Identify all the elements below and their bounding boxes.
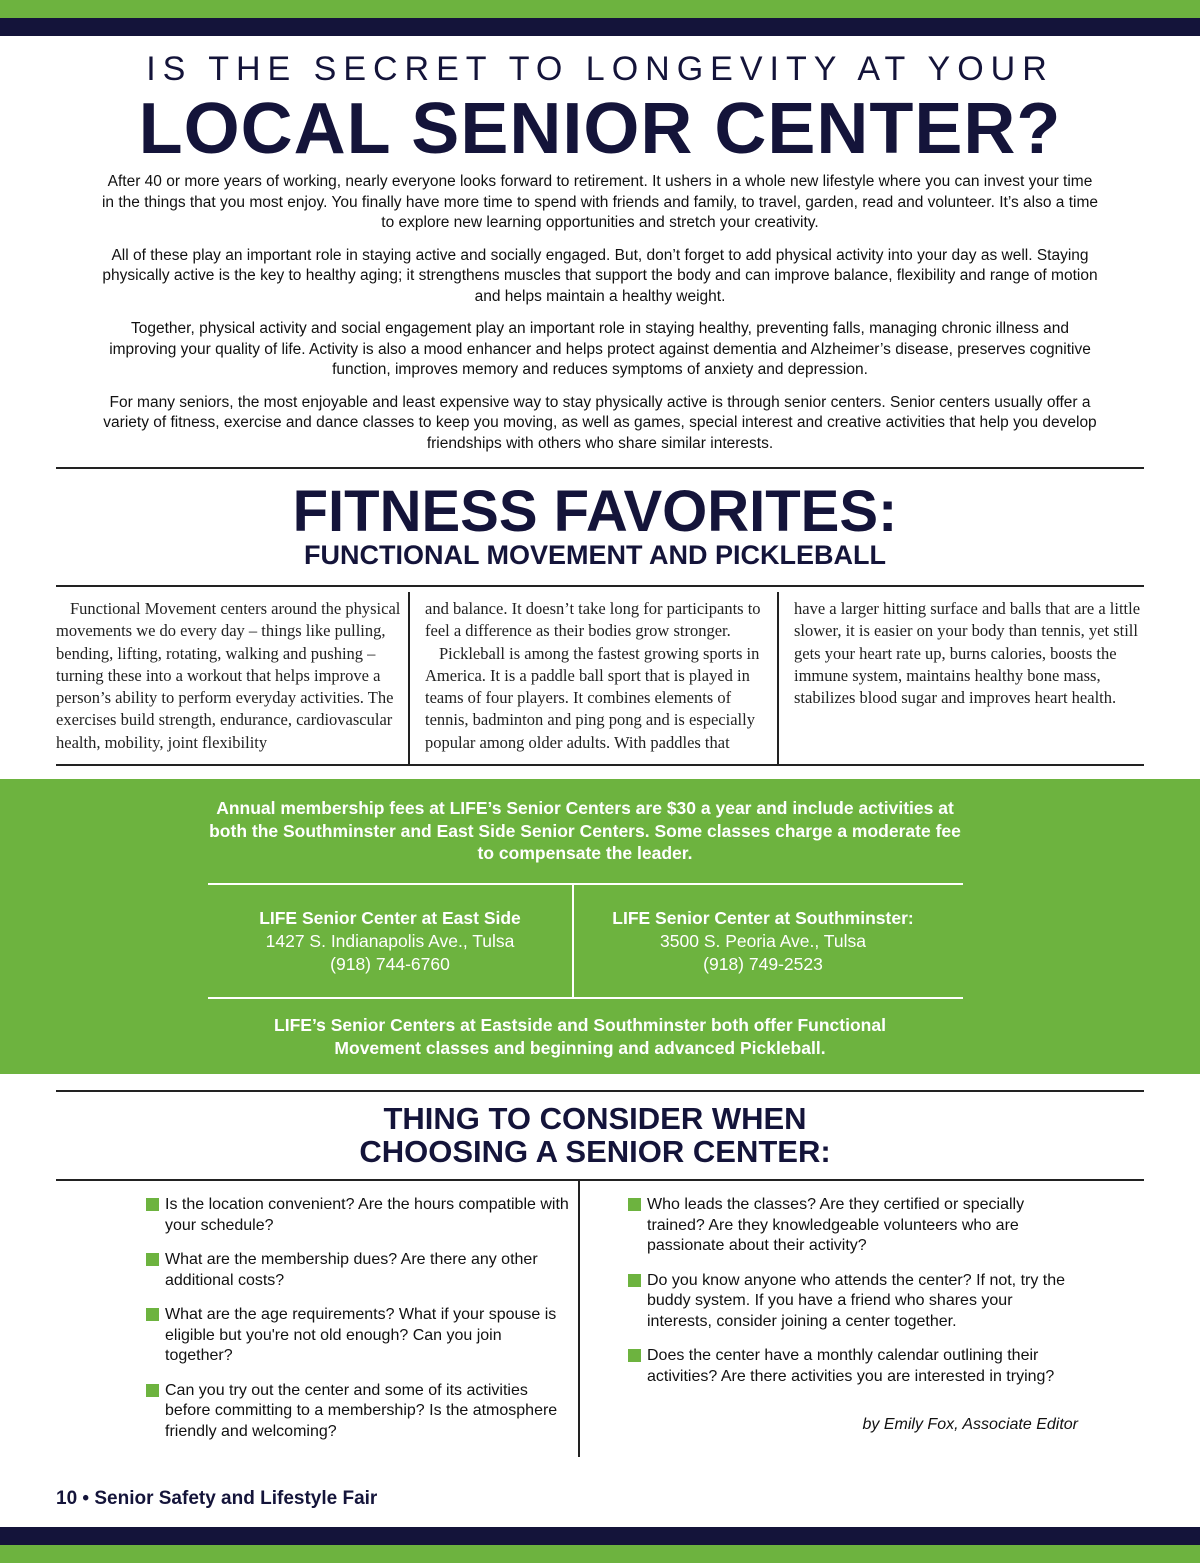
green-square-bullet-icon [146,1198,159,1211]
checklist-item: Is the location convenient? Are the hours compatible with your schedule? [146,1195,571,1236]
top-navy-band [0,18,1200,36]
center-phone: (918) 744-6760 [330,954,450,974]
membership-divider [572,884,574,998]
intro-paragraph: After 40 or more years of working, nearly everyone looks forward to retirement. It ushers in a whole new lifestyle where you can invest your time in the things that you most enjoy. You finally have more time to spend with friends and family, to travel, garden, read and volunteer. It’s also a time to explore new learning opportunities and stretch your creativity. [101,173,1098,231]
center-address: 1427 S. Indianapolis Ave., Tulsa [265,931,515,951]
green-square-bullet-icon [628,1274,641,1287]
checklist-left [146,1195,571,1456]
green-square-bullet-icon [146,1384,159,1397]
center-name: LIFE Senior Center at Southminster: [612,908,914,928]
page-footer: 10 • Senior Safety and Lifestyle Fair [56,1488,378,1509]
article-column-3 [794,598,1144,764]
intro-text [100,172,1100,466]
checklist-item: Does the center have a monthly calendar outlining their activities? Are there activities you are interested in trying? [628,1346,1068,1387]
column-paragraph: Pickleball is among the fastest growing sports in America. It is a paddle ball sport that is played in teams of four players. It combines elements of tennis, badminton and ping pong and is especially popular among older adults. With paddles that [425,643,760,752]
checklist-item: Do you know anyone who attends the center? If not, try the buddy system. If you have a friend who shares your interests, consider joining a center together. [628,1271,1068,1333]
green-square-bullet-icon [146,1308,159,1321]
fitness-subtitle: FUNCTIONAL MOVEMENT AND PICKLEBALL [304,540,886,570]
pickleball-offer-text: LIFE’s Senior Centers at Eastside and Southminster both offer Functional Movement classes and beginning and advanced Pickleball. [274,1015,886,1058]
column-divider [777,592,779,764]
fitness-title: FITNESS FAVORITES: [292,479,898,544]
consider-title-line: CHOOSING A SENIOR CENTER: [359,1134,831,1169]
bottom-green-band [0,1545,1200,1563]
checklist-item: Who leads the classes? Are they certified or specially trained? Are they knowledgeable volunteers who are passionate about their activity? [628,1195,1068,1257]
consider-title [0,1102,1190,1168]
byline: by Emily Fox, Associate Editor [862,1416,1078,1433]
headline: LOCAL SENIOR CENTER? [138,89,1062,169]
column-divider [408,592,410,764]
center-name: LIFE Senior Center at East Side [259,908,521,928]
divider-rule [56,764,1144,766]
column-paragraph: and balance. It doesn’t take long for participants to feel a difference as their bodies grow stronger. [425,599,761,641]
membership-fees-text: Annual membership fees at LIFE’s Senior Centers are $30 a year and include activities at both the Southminster and East Side Senior Centers. Some classes charge a moderate fee to compensate the leader. [209,798,961,863]
center-phone: (918) 749-2523 [703,954,823,974]
article-column-1 [56,598,402,764]
membership-rule [208,883,963,885]
divider-rule [56,585,1144,587]
checklist-item: Can you try out the center and some of its activities before committing to a membership? Is the atmosphere friendly and welcoming? [146,1381,571,1443]
green-square-bullet-icon [146,1253,159,1266]
checklist-item: What are the age requirements? What if your spouse is eligible but you're not old enough? Can you join together? [146,1305,571,1367]
intro-paragraph: Together, physical activity and social engagement play an important role in staying healthy, preventing falls, managing chronic illness and improving your quality of life. Activity is also a mood enhancer and helps protect against dementia and Alzheimer’s disease, preserves cognitive function, improves memory and reduces symptoms of anxiety and depression. [109,320,1091,378]
top-green-band [0,0,1200,18]
column-paragraph: have a larger hitting surface and balls that are a little slower, it is easier on your body than tennis, yet still gets your heart rate up, burns calories, boosts the immune system, maintains healthy bone mass, stabilizes blood sugar and improves heart health. [794,599,1141,708]
divider-rule [56,467,1144,469]
green-square-bullet-icon [628,1198,641,1211]
consider-title-line: THING TO CONSIDER WHEN [383,1101,807,1136]
bottom-navy-band [0,1527,1200,1545]
center-address: 3500 S. Peoria Ave., Tulsa [660,931,866,951]
membership-rule [208,997,963,999]
green-square-bullet-icon [628,1349,641,1362]
divider-rule [56,1179,1144,1181]
east-side-center [210,907,570,976]
intro-paragraph: For many seniors, the most enjoyable and least expensive way to stay physically active is through senior centers. Senior centers usually offer a variety of fitness, exercise and dance classes to keep you moving, as well as games, special interest and creative activities that help you develop friendships with others who share similar interests. [103,393,1097,452]
article-column-2 [425,598,775,764]
checklist-divider [578,1181,580,1457]
intro-paragraph: All of these play an important role in staying active and socially engaged. But, don’t forget to add physical activity into your day as well. Staying physically active is the key to healthy aging; it strengthens muscles that support the body and can improve balance, flexibility and range of motion and helps maintain a healthy weight. [102,246,1098,305]
kicker-title: IS THE SECRET TO LONGEVITY AT YOUR [146,50,1054,88]
column-paragraph: Functional Movement centers around the physical movements we do every day – things like pulling, bending, lifting, rotating, walking and pushing – turning these into a workout that helps improve a person’s ability to perform everyday activities. The exercises build strength, endurance, cardiovascular health, mobility, joint flexibility [56,599,401,752]
southminster-center [576,907,950,976]
divider-rule [56,1090,1144,1092]
checklist-item: What are the membership dues? Are there any other additional costs? [146,1250,571,1291]
checklist-right [628,1195,1068,1401]
